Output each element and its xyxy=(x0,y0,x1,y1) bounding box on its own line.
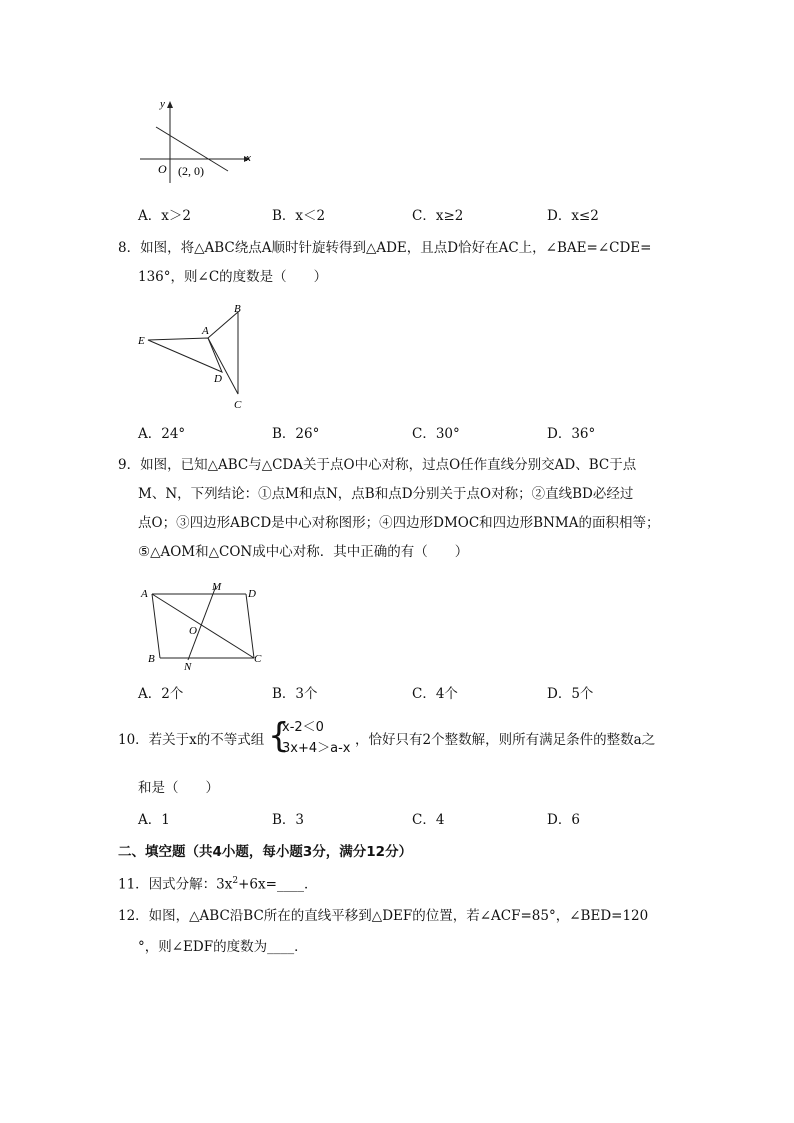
q8-label-a: A xyxy=(202,325,209,337)
q9-label-b: B xyxy=(148,653,155,665)
q8-option-d: D．36° xyxy=(547,426,596,442)
q11-text-after: +6x=____． xyxy=(238,876,318,893)
q7-option-c: C．x≥2 xyxy=(412,208,464,224)
q7-option-b: B．x＜2 xyxy=(272,208,326,224)
q10-stem-line2: 和是（ ） xyxy=(138,780,219,796)
q7-graph xyxy=(136,95,261,185)
q9-label-m: M xyxy=(212,582,222,593)
q8-label-e: E xyxy=(138,335,145,347)
q7-option-a: A．x＞2 xyxy=(138,208,191,224)
q7-x-label: x xyxy=(246,152,251,164)
q7-y-label: y xyxy=(160,98,165,110)
q10-inequality-1: x-2＜0 xyxy=(282,720,324,735)
q9-label-c: C xyxy=(254,653,262,665)
q8-stem-line1: 8．如图，将△ABC绕点A顺时针旋转得到△ADE，且点D恰好在AC上，∠BAE=∠CDE= xyxy=(118,240,652,256)
q9-stem-line2: M、N，下列结论：①点M和点N，点B和点D分别关于点O对称；②直线BD必经过 xyxy=(138,486,634,502)
q8-option-b: B．26° xyxy=(272,426,320,442)
q10-stem-suffix: ，恰好只有2个整数解，则所有满足条件的整数a之 xyxy=(355,732,656,748)
q9-label-a: A xyxy=(141,588,148,600)
q9-line-mn xyxy=(188,586,216,660)
q12-stem-line1: 12．如图，△ABC沿BC所在的直线平移到△DEF的位置，若∠ACF=85°，∠BED=120 xyxy=(118,908,649,924)
q9-diagonal-ac xyxy=(152,594,254,658)
q7-point-label: (2, 0) xyxy=(178,164,204,178)
q10-option-a: A．1 xyxy=(138,812,170,828)
section-heading-fill-in: 二、填空题（共4小题，每小题3分，满分12分） xyxy=(118,844,413,860)
q8-label-d: D xyxy=(214,373,222,385)
q10-stem-prefix: 10．若关于x的不等式组 xyxy=(118,732,265,748)
q9-stem-line1: 9．如图，已知△ABC与△CDA关于点O中心对称，过点O任作直线分别交AD、BC于点 xyxy=(118,457,637,473)
q10-inequality-2: 3x+4＞a-x xyxy=(282,741,351,756)
q9-stem-line4: ⑤△AOM和△CON成中心对称．其中正确的有（ ） xyxy=(138,544,469,560)
q10-option-c: C．4 xyxy=(412,812,445,828)
q7-origin-label: O xyxy=(158,162,167,176)
q8-option-a: A．24° xyxy=(138,426,186,442)
q9-figure xyxy=(138,582,268,672)
q8-option-c: C．30° xyxy=(412,426,460,442)
q9-option-c: C．4个 xyxy=(412,686,458,702)
q9-option-d: D．5个 xyxy=(547,686,594,702)
q8-stem-line2: 136°，则∠C的度数是（ ） xyxy=(138,269,328,285)
q12-stem-line2: °，则∠EDF的度数为____． xyxy=(138,939,308,955)
q8-figure xyxy=(132,298,252,413)
q11-exponent: 2 xyxy=(232,876,239,886)
q10-brace: { xyxy=(268,716,290,756)
q9-label-d: D xyxy=(248,588,256,600)
q9-label-n: N xyxy=(184,661,192,672)
q9-option-a: A．2个 xyxy=(138,686,184,702)
q11-stem xyxy=(118,871,317,895)
q7-y-arrow xyxy=(167,101,173,108)
q9-side-ab xyxy=(152,594,160,658)
q9-stem-line3: 点O；③四边形ABCD是中心对称图形；④四边形DMOC和四边形BNMA的面积相等； xyxy=(138,515,660,531)
q10-option-b: B．3 xyxy=(272,812,305,828)
q11-text-before: 11．因式分解：3x xyxy=(118,876,233,893)
q7-option-d: D．x≤2 xyxy=(547,208,599,224)
q9-label-o: O xyxy=(189,625,197,637)
q8-triangle-abc xyxy=(208,312,238,394)
q9-option-b: B．3个 xyxy=(272,686,318,702)
q9-side-dc xyxy=(246,594,254,658)
q8-label-c: C xyxy=(234,399,242,411)
q8-label-b: B xyxy=(234,303,241,315)
q10-option-d: D．6 xyxy=(547,812,580,828)
